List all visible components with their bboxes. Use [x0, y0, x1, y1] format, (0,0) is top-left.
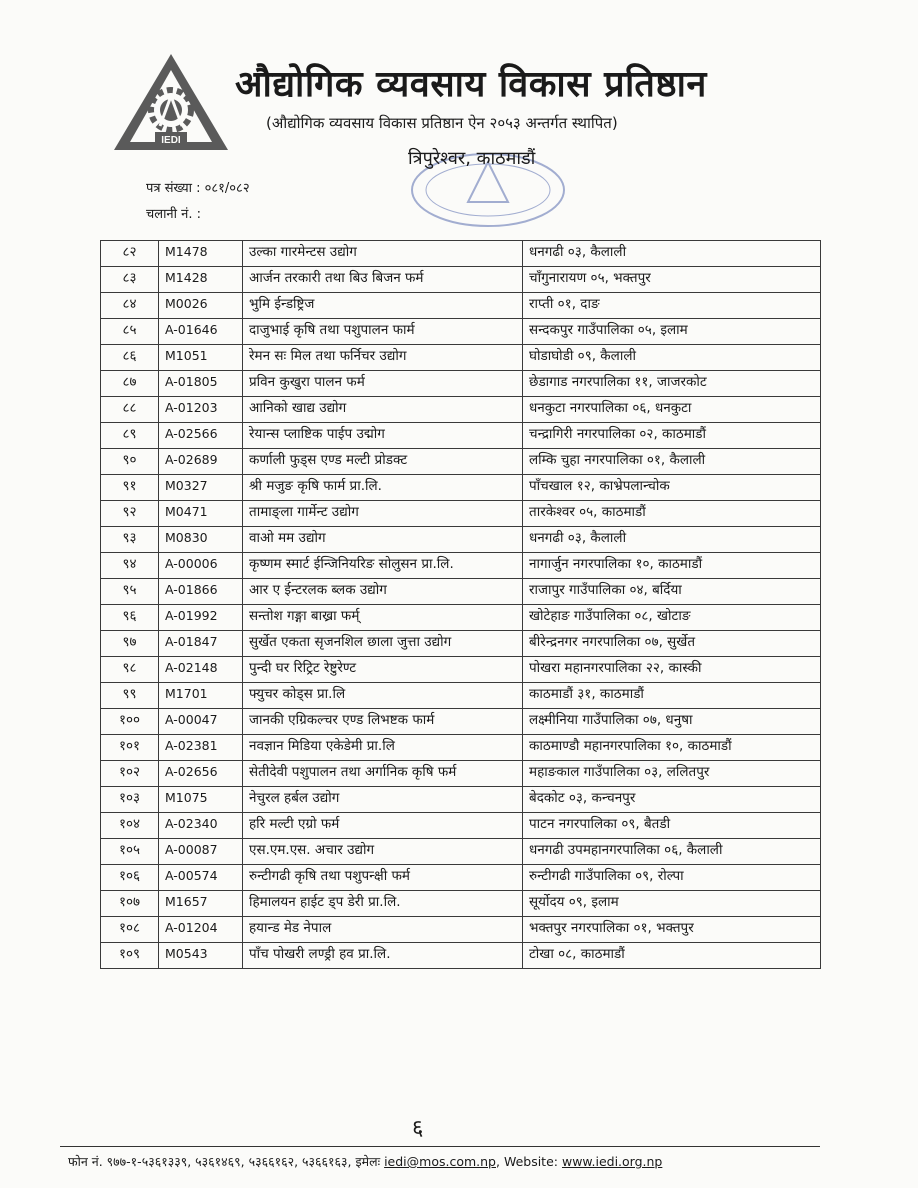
- table-row: [101, 267, 821, 293]
- registration-table: [100, 240, 821, 969]
- table-row: [101, 579, 821, 605]
- serial-number-cell: १०५: [101, 839, 159, 865]
- page-number-mark: ६: [412, 1116, 424, 1141]
- industry-name-cell: आर ए ईन्टरलक ब्लक उद्योग: [243, 579, 523, 605]
- registration-code-cell: M0543: [159, 943, 243, 969]
- table-row: [101, 735, 821, 761]
- table-row: [101, 631, 821, 657]
- organization-title: औद्योगिक व्यवसाय विकास प्रतिष्ठान: [235, 64, 707, 105]
- table-row: [101, 527, 821, 553]
- registration-code-cell: A-00006: [159, 553, 243, 579]
- table-row: [101, 475, 821, 501]
- table-row: [101, 657, 821, 683]
- serial-number-cell: ९१: [101, 475, 159, 501]
- address-cell: टोखा ०८, काठमाडौं: [523, 943, 821, 969]
- address-cell: सन्दकपुर गाउँपालिका ०५, इलाम: [523, 319, 821, 345]
- table-row: [101, 501, 821, 527]
- registration-code-cell: M1428: [159, 267, 243, 293]
- industry-name-cell: पुन्दी घर रिट्रिट रेष्टुरेण्ट: [243, 657, 523, 683]
- organization-subtitle: (औद्योगिक व्यवसाय विकास प्रतिष्ठान ऐन २०५३ अन्तर्गत स्थापित): [266, 114, 618, 132]
- serial-number-cell: ९०: [101, 449, 159, 475]
- registration-code-cell: M1657: [159, 891, 243, 917]
- serial-number-cell: ९७: [101, 631, 159, 657]
- industry-name-cell: रुन्टीगढी कृषि तथा पशुपन्क्षी फर्म: [243, 865, 523, 891]
- address-cell: सूर्योदय ०९, इलाम: [523, 891, 821, 917]
- industry-name-cell: प्रविन कुखुरा पालन फर्म: [243, 371, 523, 397]
- serial-number-cell: ८३: [101, 267, 159, 293]
- industry-name-cell: रेमन सः मिल तथा फर्निचर उद्योग: [243, 345, 523, 371]
- address-cell: बीरेन्द्रनगर नगरपालिका ०७, सुर्खेत: [523, 631, 821, 657]
- dispatch-number: चलानी नं. :: [146, 207, 202, 222]
- registration-code-cell: M1478: [159, 241, 243, 267]
- table-row: [101, 397, 821, 423]
- serial-number-cell: ९२: [101, 501, 159, 527]
- registration-code-cell: A-01805: [159, 371, 243, 397]
- industry-name-cell: नेचुरल हर्बल उद्योग: [243, 787, 523, 813]
- address-cell: बेदकोट ०३, कन्चनपुर: [523, 787, 821, 813]
- registration-code-cell: A-00574: [159, 865, 243, 891]
- serial-number-cell: १०४: [101, 813, 159, 839]
- industry-name-cell: तामाङ्ला गार्मेन्ट उद्योग: [243, 501, 523, 527]
- footer-email-link[interactable]: iedi@mos.com.np: [384, 1154, 496, 1169]
- footer-contact: [68, 1153, 662, 1170]
- industry-name-cell: सन्तोश गङ्गा बाख्रा फर्म्: [243, 605, 523, 631]
- registration-code-cell: A-01204: [159, 917, 243, 943]
- serial-number-cell: ९४: [101, 553, 159, 579]
- address-cell: चाँगुनारायण ०५, भक्तपुर: [523, 267, 821, 293]
- industry-name-cell: पाँच पोखरी लण्ड्री हव प्रा.लि.: [243, 943, 523, 969]
- industry-name-cell: श्री मजुङ कृषि फार्म प्रा.लि.: [243, 475, 523, 501]
- serial-number-cell: १०२: [101, 761, 159, 787]
- table-row: [101, 761, 821, 787]
- reference-number: पत्र संख्या : ०८१/०८२: [146, 181, 250, 196]
- table-row: [101, 917, 821, 943]
- industry-name-cell: रेयान्स प्लाष्टिक पाईप उद्मोग: [243, 423, 523, 449]
- table-row: [101, 787, 821, 813]
- address-cell: छेडागाड नगरपालिका ११, जाजरकोट: [523, 371, 821, 397]
- logo-text: IEDI: [161, 135, 181, 146]
- industry-name-cell: जानकी एग्रिकल्चर एण्ड लिभष्टक फार्म: [243, 709, 523, 735]
- serial-number-cell: १००: [101, 709, 159, 735]
- address-cell: लम्कि चुहा नगरपालिका ०१, कैलाली: [523, 449, 821, 475]
- industry-name-cell: उल्का गारमेन्टस उद्योग: [243, 241, 523, 267]
- industry-name-cell: सेतीदेवी पशुपालन तथा अर्गानिक कृषि फर्म: [243, 761, 523, 787]
- registration-code-cell: A-00087: [159, 839, 243, 865]
- address-cell: रुन्टीगढी गाउँपालिका ०९, रोल्पा: [523, 865, 821, 891]
- address-cell: घोडाघोडी ०९, कैलाली: [523, 345, 821, 371]
- table-row: [101, 943, 821, 969]
- serial-number-cell: ९६: [101, 605, 159, 631]
- address-cell: पोखरा महानगरपालिका २२, कास्की: [523, 657, 821, 683]
- serial-number-cell: १०९: [101, 943, 159, 969]
- organization-location: त्रिपुरेश्वर, काठमाडौं: [408, 148, 536, 169]
- industry-name-cell: भुमि ईन्डष्ट्रिज: [243, 293, 523, 319]
- table-row: [101, 865, 821, 891]
- table-row: [101, 683, 821, 709]
- industry-name-cell: कृष्णम स्मार्ट ईन्जिनियरिङ सोलुसन प्रा.लि.: [243, 553, 523, 579]
- registration-code-cell: M1051: [159, 345, 243, 371]
- registration-code-cell: A-01847: [159, 631, 243, 657]
- address-cell: तारकेश्वर ०५, काठमाडौं: [523, 501, 821, 527]
- industry-name-cell: हयान्ड मेड नेपाल: [243, 917, 523, 943]
- table-row: [101, 605, 821, 631]
- table-row: [101, 319, 821, 345]
- address-cell: पाँचखाल १२, काभ्रेपलान्चोक: [523, 475, 821, 501]
- footer-divider: [60, 1146, 820, 1147]
- industry-name-cell: हिमालयन हाईट ड्प डेरी प्रा.लि.: [243, 891, 523, 917]
- serial-number-cell: ८९: [101, 423, 159, 449]
- registration-code-cell: A-01992: [159, 605, 243, 631]
- footer-website-link[interactable]: www.iedi.org.np: [561, 1154, 663, 1169]
- address-cell: काठमाडौं ३१, काठमाडौं: [523, 683, 821, 709]
- address-cell: चन्द्रागिरी नगरपालिका ०२, काठमाडौं: [523, 423, 821, 449]
- address-cell: धनगढी ०३, कैलाली: [523, 241, 821, 267]
- industry-name-cell: आनिको खाद्य उद्योग: [243, 397, 523, 423]
- registration-code-cell: A-01203: [159, 397, 243, 423]
- table-row: [101, 241, 821, 267]
- table-row: [101, 813, 821, 839]
- serial-number-cell: ८८: [101, 397, 159, 423]
- table-row: [101, 449, 821, 475]
- registration-code-cell: M1075: [159, 787, 243, 813]
- address-cell: राजापुर गाउँपालिका ०४, बर्दिया: [523, 579, 821, 605]
- serial-number-cell: १०३: [101, 787, 159, 813]
- serial-number-cell: १०८: [101, 917, 159, 943]
- registration-code-cell: A-01646: [159, 319, 243, 345]
- industry-name-cell: आर्जन तरकारी तथा बिउ बिजन फर्म: [243, 267, 523, 293]
- table-row: [101, 345, 821, 371]
- address-cell: धनगढी ०३, कैलाली: [523, 527, 821, 553]
- table-row: [101, 553, 821, 579]
- registration-code-cell: M0327: [159, 475, 243, 501]
- registration-code-cell: A-02566: [159, 423, 243, 449]
- address-cell: भक्तपुर नगरपालिका ०१, भक्तपुर: [523, 917, 821, 943]
- registration-code-cell: M0830: [159, 527, 243, 553]
- serial-number-cell: ८६: [101, 345, 159, 371]
- address-cell: महाङकाल गाउँपालिका ०३, ललितपुर: [523, 761, 821, 787]
- industry-name-cell: दाजुभाई कृषि तथा पशुपालन फार्म: [243, 319, 523, 345]
- industry-name-cell: फ्युचर कोड्स प्रा.लि: [243, 683, 523, 709]
- address-cell: नागार्जुन नगरपालिका १०, काठमाडौं: [523, 553, 821, 579]
- serial-number-cell: १०६: [101, 865, 159, 891]
- table-row: [101, 709, 821, 735]
- address-cell: खोटेहाङ गाउँपालिका ०८, खोटाङ: [523, 605, 821, 631]
- industry-name-cell: एस.एम.एस. अचार उद्योग: [243, 839, 523, 865]
- serial-number-cell: १०७: [101, 891, 159, 917]
- address-cell: धनकुटा नगरपालिका ०६, धनकुटा: [523, 397, 821, 423]
- registration-code-cell: M0471: [159, 501, 243, 527]
- table-row: [101, 371, 821, 397]
- table-row: [101, 839, 821, 865]
- serial-number-cell: ८४: [101, 293, 159, 319]
- footer-website-label: , Website:: [496, 1154, 558, 1169]
- serial-number-cell: ९९: [101, 683, 159, 709]
- serial-number-cell: ८२: [101, 241, 159, 267]
- registration-code-cell: A-02689: [159, 449, 243, 475]
- address-cell: राप्ती ०१, दाङ: [523, 293, 821, 319]
- registration-code-cell: A-02656: [159, 761, 243, 787]
- serial-number-cell: ८७: [101, 371, 159, 397]
- serial-number-cell: १०१: [101, 735, 159, 761]
- industry-name-cell: कर्णाली फुड्स एण्ड मल्टी प्रोडक्ट: [243, 449, 523, 475]
- table-row: [101, 423, 821, 449]
- iedi-logo-icon: [112, 52, 230, 152]
- registration-table-body: [101, 241, 821, 969]
- registration-code-cell: A-02340: [159, 813, 243, 839]
- industry-name-cell: हरि मल्टी एग्रो फर्म: [243, 813, 523, 839]
- serial-number-cell: ९८: [101, 657, 159, 683]
- registration-code-cell: A-01866: [159, 579, 243, 605]
- table-row: [101, 293, 821, 319]
- industry-name-cell: नवज्ञान मिडिया एकेडेमी प्रा.लि: [243, 735, 523, 761]
- registration-code-cell: M1701: [159, 683, 243, 709]
- table-row: [101, 891, 821, 917]
- serial-number-cell: ९३: [101, 527, 159, 553]
- address-cell: पाटन नगरपालिका ०९, बैतडी: [523, 813, 821, 839]
- industry-name-cell: सुर्खेत एकता सृजनशिल छाला जुत्ता उद्योग: [243, 631, 523, 657]
- industry-name-cell: वाओ मम उद्योग: [243, 527, 523, 553]
- registration-code-cell: A-02381: [159, 735, 243, 761]
- registration-code-cell: A-00047: [159, 709, 243, 735]
- address-cell: लक्ष्मीनिया गाउँपालिका ०७, धनुषा: [523, 709, 821, 735]
- footer-phone: फोन नं. ९७७-१-५३६१३३९, ५३६१४६९, ५३६६१६२, ५३६६१६३, इमेलः: [68, 1154, 381, 1169]
- serial-number-cell: ८५: [101, 319, 159, 345]
- registration-code-cell: A-02148: [159, 657, 243, 683]
- address-cell: धनगढी उपमहानगरपालिका ०६, कैलाली: [523, 839, 821, 865]
- address-cell: काठमाण्डौ महानगरपालिका १०, काठमाडौं: [523, 735, 821, 761]
- registration-code-cell: M0026: [159, 293, 243, 319]
- serial-number-cell: ९५: [101, 579, 159, 605]
